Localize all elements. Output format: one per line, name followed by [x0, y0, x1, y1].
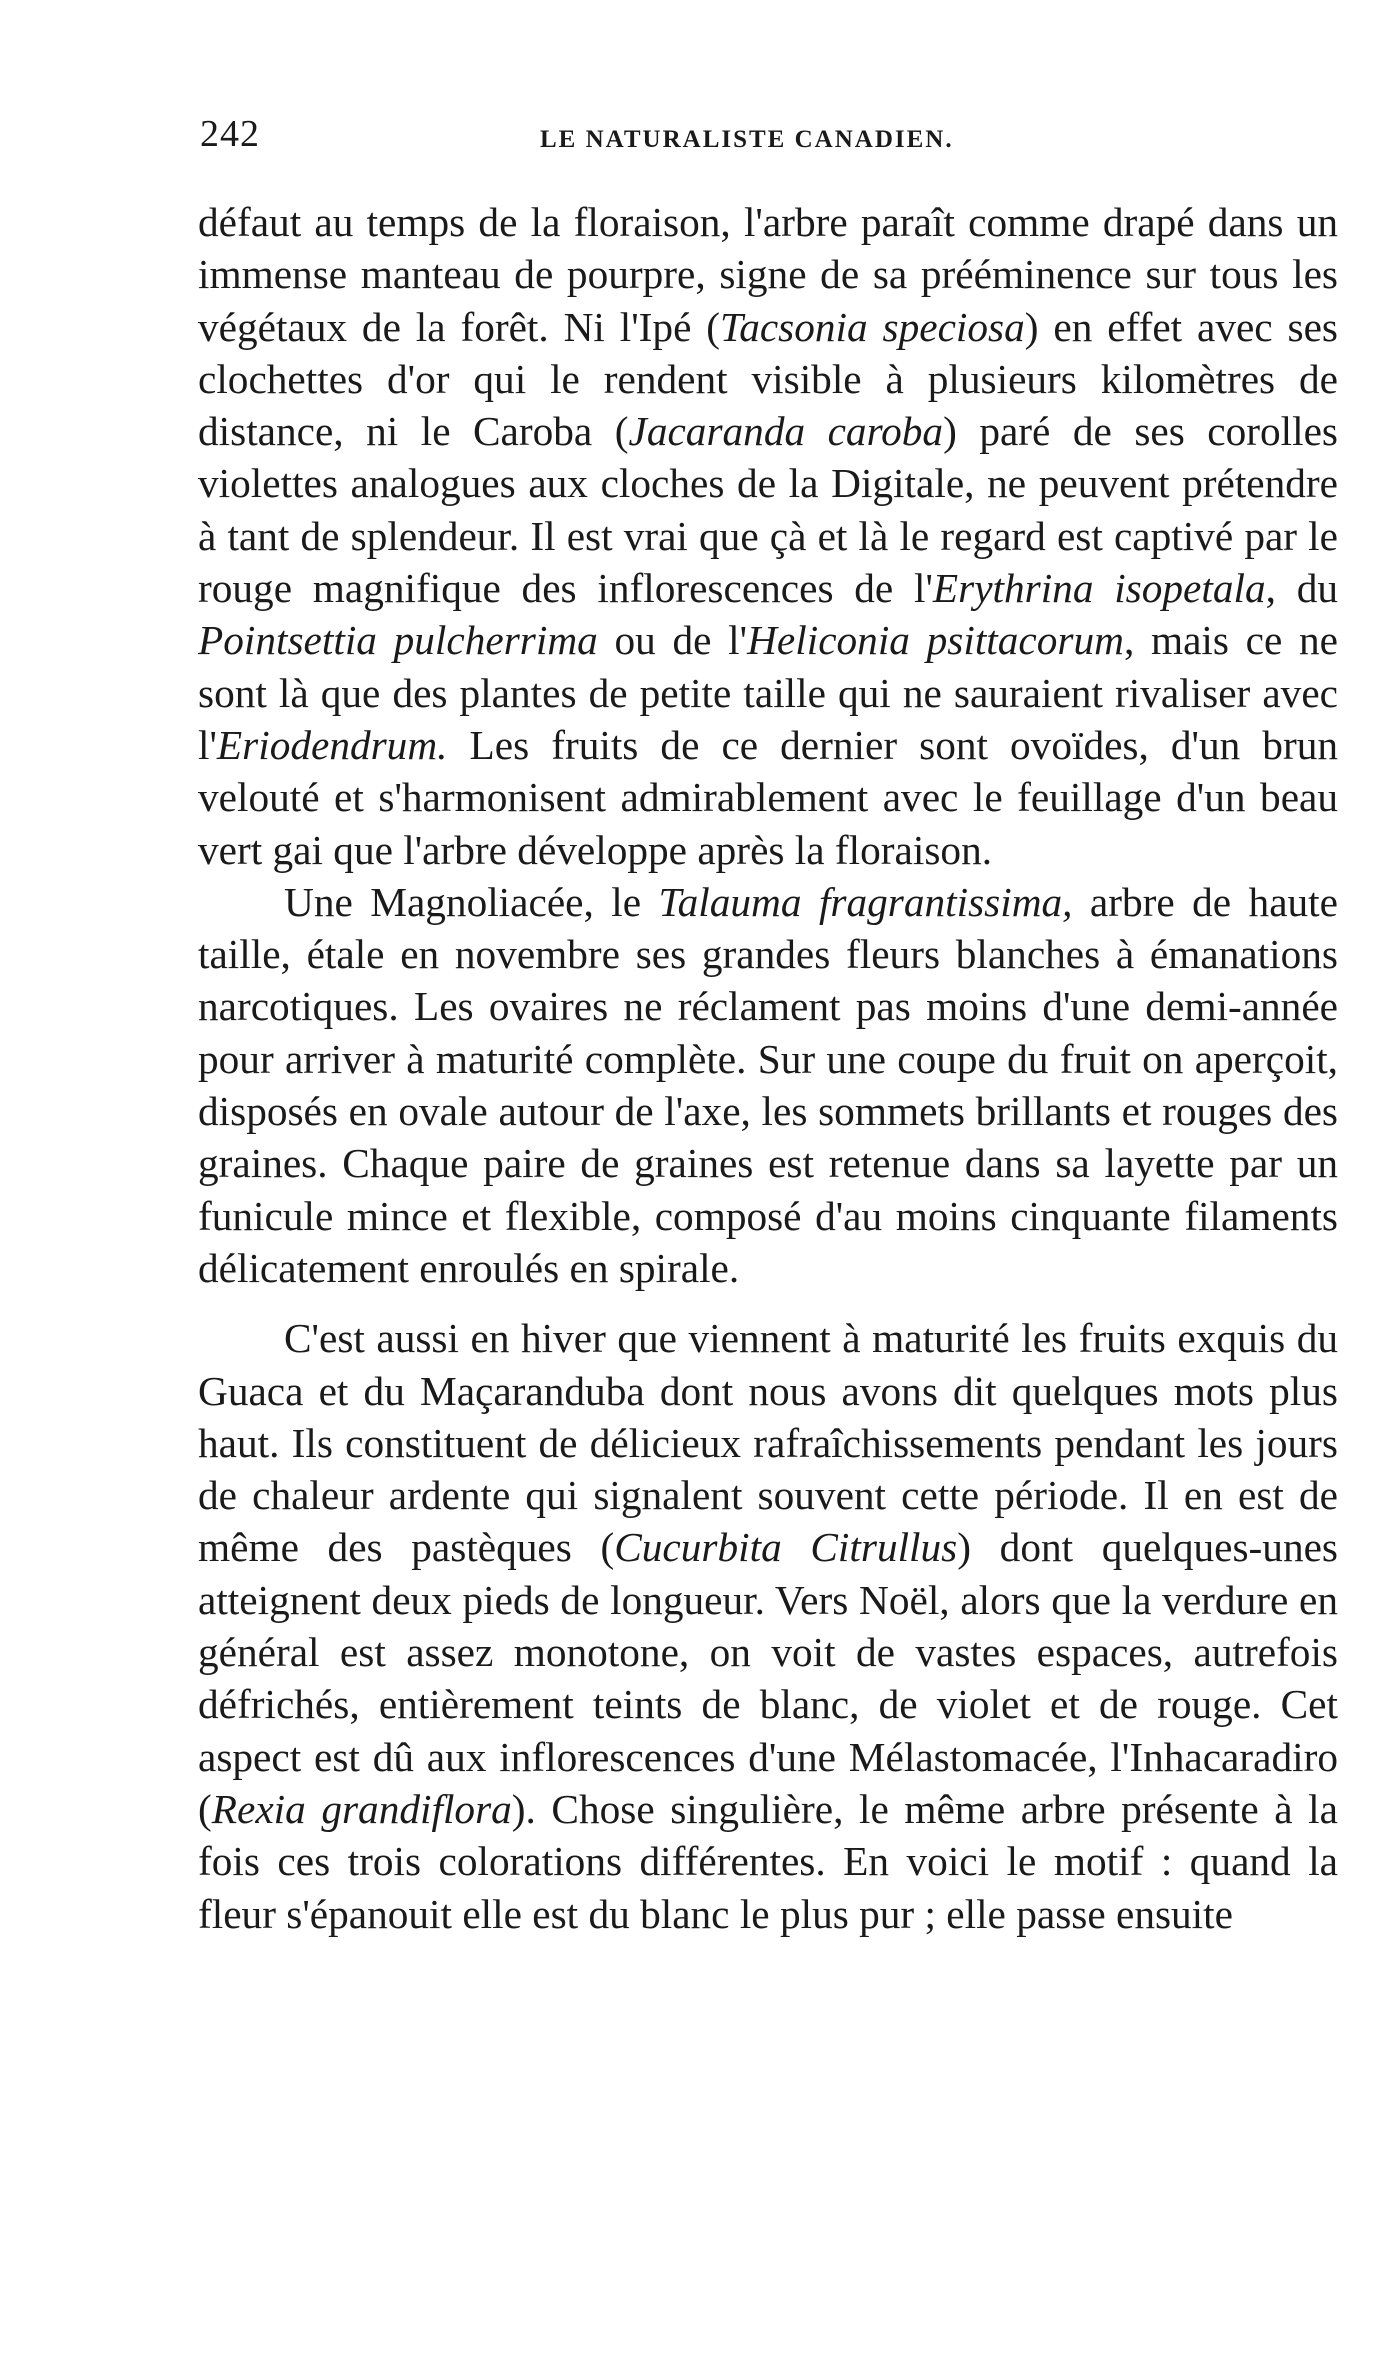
- page-number: 242: [200, 113, 260, 155]
- italic-term: Tacsonia speciosa: [720, 303, 1025, 350]
- text-segment: ). Chose singulière, le même arbre présente à la fois ces trois colorations différentes. En voici le motif : quand la fleur s'épanouit elle est du blanc le plus pur ; elle passe ensuite: [198, 1785, 1338, 1937]
- text-segment: , mais ce ne sont là que des plantes de petite taille qui ne sauraient rivaliser avec l': [198, 617, 1338, 768]
- running-title: LE NATURALISTE CANADIEN.: [540, 126, 954, 153]
- italic-term: Erythrina isopetala: [932, 565, 1266, 612]
- italic-term: Eriodendrum.: [216, 721, 448, 768]
- text-segment: C'est aussi en hiver que viennent à maturité les fruits exquis du Guaca et du Maçaranduba dont nous avons dit quelques mots plus haut. Ils constituent de délicieux rafraîchissements pendant les jours de chaleur ardente qui signalent souvent cette période. Il en est de même des pastèques (: [198, 1315, 1338, 1571]
- italic-term: Heliconia psittacorum: [747, 617, 1124, 664]
- text-segment: ) en effet avec ses clochettes d'or qui le rendent visible à plusieurs kilomètres de distance, ni le Caroba (: [198, 303, 1338, 455]
- body-text: [198, 196, 1338, 1940]
- italic-term: Rexia grandiflora: [211, 1785, 512, 1832]
- paragraph-hiver: [198, 1312, 1338, 1940]
- italic-term: Cucurbita Citrullus: [614, 1524, 958, 1571]
- text-segment: , du: [1265, 565, 1338, 612]
- italic-term: Jacaranda caroba: [628, 408, 944, 455]
- text-segment: ) paré de ses corolles violettes analogues aux cloches de la Digitale, ne peuvent prétendre à tant de splendeur. Il est vrai que çà et là le regard est captivé par le rouge magnifique des inflorescences de l': [198, 408, 1338, 612]
- text-segment: Une Magnoliacée, le: [284, 878, 659, 925]
- paragraph-magnoliacee: [198, 876, 1338, 1294]
- text-segment: ) dont quelques-unes atteignent deux pieds de longueur. Vers Noël, alors que la verdure en général est assez monotone, on voit de vastes espaces, autrefois défrichés, entièrement teints de blanc, de violet et de rouge. Cet aspect est dû aux inflorescences d'une Mélastomacée, l'Inhacaradiro (: [198, 1524, 1338, 1832]
- text-segment: ou de l': [597, 617, 748, 664]
- text-segment: Les fruits de ce dernier sont ovoïdes, d'un brun velouté et s'harmonisent admirablement avec le feuillage d'un beau vert gai que l'arbre développe après la floraison.: [198, 721, 1338, 873]
- text-segment: défaut au temps de la floraison, l'arbre paraît comme drapé dans un immense manteau de pourpre, signe de sa prééminence sur tous les végétaux de la forêt. Ni l'Ipé (: [198, 199, 1338, 350]
- text-segment: arbre de haute taille, étale en novembre ses grandes fleurs blanches à émanations narcotiques. Les ovaires ne réclament pas moins d'une demi-année pour arriver à maturité complète. Sur une coupe du fruit on aperçoit, disposés en ovale autour de l'axe, les sommets brillants et rouges des graines. Chaque paire de graines est retenue dans sa layette par un funicule mince et flexible, composé d'au moins cinquante filaments délicatement enroulés en spirale.: [198, 878, 1338, 1291]
- italic-term: Pointsettia pulcherrima: [198, 617, 598, 664]
- paragraph-continued: [198, 196, 1338, 876]
- italic-term: Talauma fragrantissima,: [658, 878, 1073, 925]
- page-header: [200, 112, 1350, 172]
